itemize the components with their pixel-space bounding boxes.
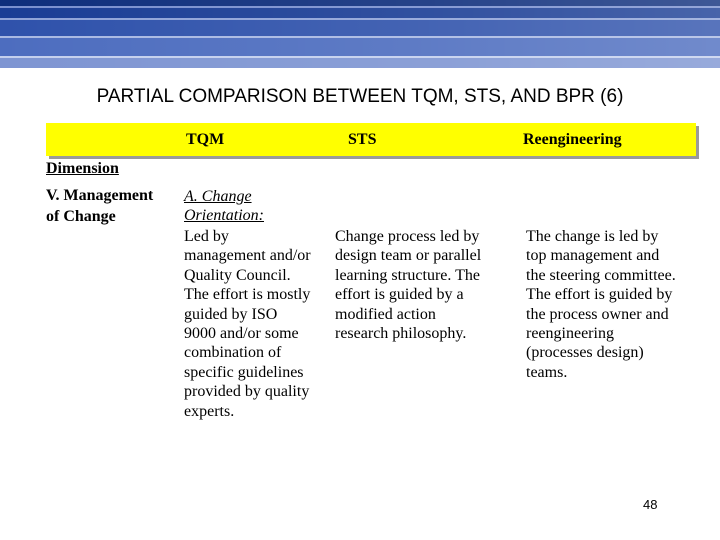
column-header-sts: STS [348, 131, 377, 148]
column-header-reengineering: Reengineering [523, 131, 622, 148]
cell-tqm: Led by management and/or Quality Council. The effort is mostly guided by ISO 9000 and/or some combination of specific guidelines provided by quality experts. [184, 228, 311, 420]
slide-title: PARTIAL COMPARISON BETWEEN TQM, STS, AND BPR (6) [96, 86, 624, 107]
cell-reengineering: The change is led by top management and the steering committee. The effort is guided by the process owner and reengineering (processes design) teams. [526, 228, 676, 381]
column-header-tqm: TQM [186, 131, 225, 148]
row-subheading: A. Change Orientation: [184, 188, 264, 224]
cell-sts: Change process led by design team or parallel learning structure. The effort is guided by a modified action research philosophy. [335, 228, 482, 343]
page-number: 48 [643, 497, 658, 512]
header-banner [0, 0, 720, 68]
row-dimension-label: V. Management of Change [46, 187, 154, 225]
dimension-header: Dimension [46, 160, 119, 177]
